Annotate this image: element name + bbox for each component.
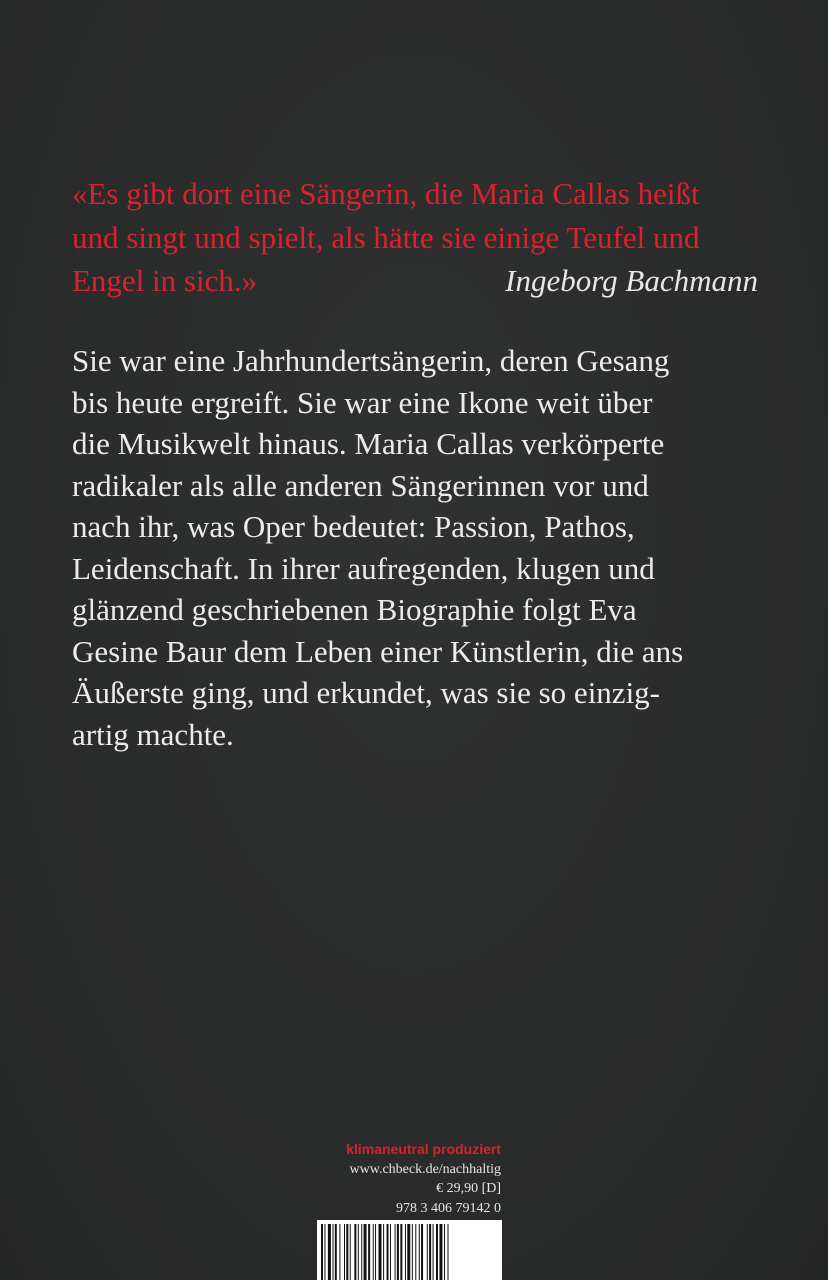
barcode-bar <box>379 1224 382 1280</box>
blurb-line: bis heute ergreift. Sie war eine Ikone weit über <box>72 384 653 420</box>
barcode-bar <box>346 1224 348 1280</box>
barcode-bar <box>415 1224 416 1280</box>
barcode-bar <box>390 1224 391 1280</box>
barcode-bar <box>375 1224 376 1280</box>
isbn: 978 3 406 79142 0 <box>396 1200 501 1216</box>
barcode-bar <box>361 1224 362 1280</box>
barcode-bar <box>427 1224 428 1280</box>
barcode-bar <box>387 1224 389 1280</box>
eco-label: klimaneutral produziert <box>346 1141 501 1157</box>
blurb-line: glänzend geschriebenen Biographie folgt Eva <box>72 592 637 627</box>
barcode-bar <box>395 1224 396 1280</box>
barcode-bar <box>368 1224 370 1280</box>
barcode-bar <box>324 1224 325 1280</box>
barcode-bar <box>433 1224 434 1280</box>
barcode-bar <box>400 1224 402 1280</box>
barcode <box>317 1220 502 1280</box>
barcode-bar <box>335 1224 337 1280</box>
imprint <box>346 1140 501 1218</box>
barcode-bar <box>407 1224 410 1280</box>
blurb-line: Gesine Baur dem Leben einer Künstlerin, die ans <box>72 633 684 669</box>
barcode-bar <box>436 1224 438 1280</box>
blurb-text <box>72 340 772 755</box>
blurb-line: Äußerste ging, und erkundet, was sie so einzig- <box>72 675 661 710</box>
blurb-line: Sie war eine Jahrhundertsängerin, deren Gesang <box>72 343 670 378</box>
barcode-bar <box>333 1224 334 1280</box>
barcode-bar <box>383 1224 384 1280</box>
blurb-line: die Musikwelt hinaus. Maria Callas verkörperte <box>72 426 665 461</box>
barcode-bar <box>328 1224 331 1280</box>
price: € 29,90 [D] <box>436 1181 501 1196</box>
barcode-bar <box>439 1224 442 1280</box>
barcode-bar <box>412 1224 413 1280</box>
blurb-line: radikaler als alle anderen Sängerinnen vor und <box>72 467 649 503</box>
blurb-line: artig machte. <box>72 716 234 752</box>
quote-line: Engel in sich.» <box>72 263 258 298</box>
barcode-bar <box>421 1224 423 1280</box>
blurb-line: nach ihr, was Oper bedeutet: Passion, Pathos, <box>72 509 635 544</box>
barcode-bar <box>448 1224 449 1280</box>
barcode-bar <box>373 1224 374 1280</box>
barcode-bar <box>350 1224 351 1280</box>
barcode-bar <box>354 1224 356 1280</box>
barcode-bar <box>405 1224 406 1280</box>
blurb-line: Leidenschaft. In ihrer aufregenden, klugen und <box>72 550 655 586</box>
quote-line: und singt und spielt, als hätte sie einige Teufel und <box>72 219 700 255</box>
barcode-bar <box>344 1224 345 1280</box>
barcode-bar <box>419 1224 420 1280</box>
quote-block <box>72 172 762 303</box>
barcode-bar <box>339 1224 340 1280</box>
barcode-bar <box>321 1224 323 1280</box>
barcode-bar <box>429 1224 431 1280</box>
publisher-url: www.chbeck.de/nachhaltig <box>349 1161 501 1177</box>
quote-attribution: Ingeborg Bachmann <box>505 263 758 298</box>
barcode-bar <box>444 1224 445 1280</box>
quote-line: «Es gibt dort eine Sängerin, die Maria Callas heißt <box>72 176 700 211</box>
barcode-graphic <box>317 1220 502 1280</box>
barcode-bar <box>397 1224 399 1280</box>
barcode-bar <box>358 1224 359 1280</box>
barcode-bar <box>364 1224 367 1280</box>
